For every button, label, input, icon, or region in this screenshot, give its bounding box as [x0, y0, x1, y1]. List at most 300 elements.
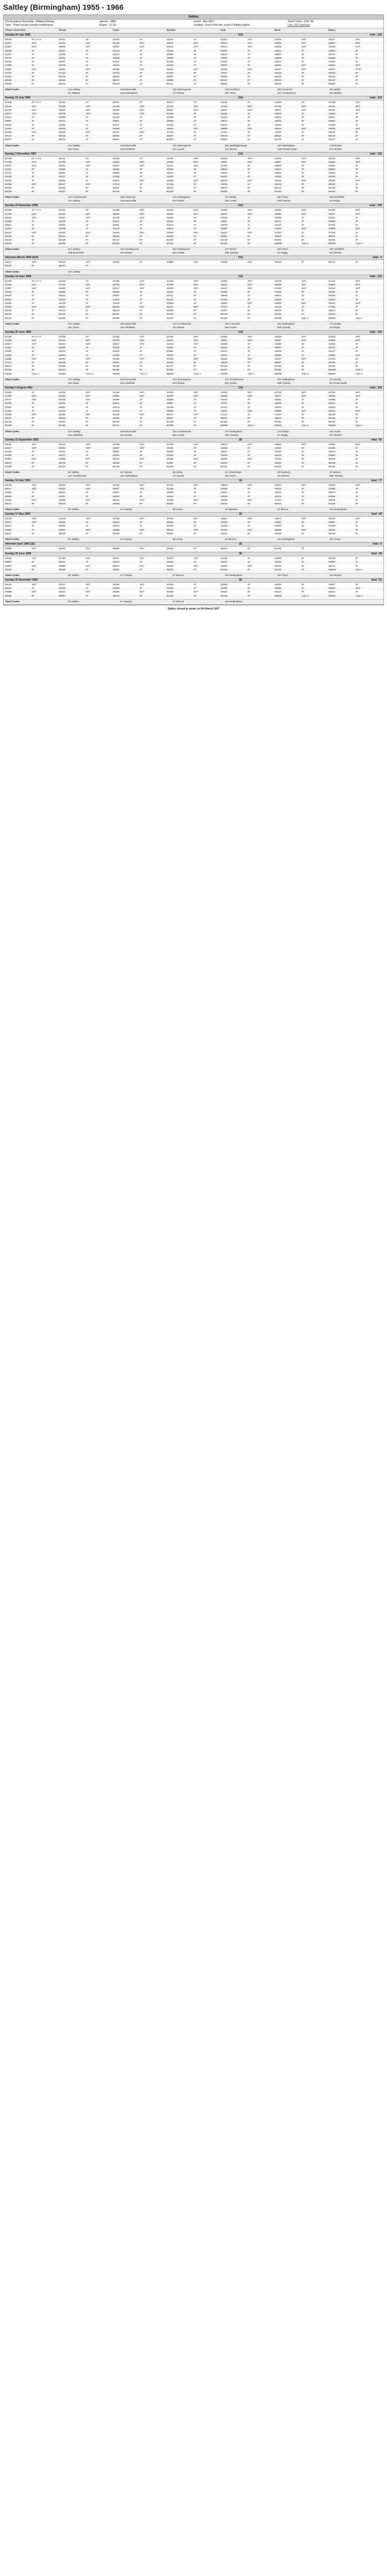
loco-class: 9F	[355, 139, 359, 142]
loco-number: 43711	[274, 220, 282, 223]
loco-number: 48105	[328, 458, 336, 461]
loco-class: 4MT	[31, 583, 37, 586]
loco-class: 4MT	[355, 518, 361, 521]
legend-item: Date	[220, 29, 226, 32]
shed-codes-row	[5, 538, 382, 541]
shed-codes-row	[5, 471, 382, 474]
loco-class: 8F	[139, 187, 143, 190]
section-code: 2E	[239, 513, 242, 516]
loco-number: 43491	[328, 291, 336, 294]
loco-row	[5, 339, 382, 343]
loco-number: 44335	[274, 176, 282, 179]
loco-number: 48419	[220, 502, 227, 505]
loco-number: 48105	[58, 362, 66, 364]
loco-class: 2P	[139, 101, 143, 105]
loco-class: 3F	[31, 362, 35, 364]
loco-class	[302, 264, 328, 268]
loco-number: 44419	[274, 454, 282, 457]
loco-number: 45447	[166, 413, 173, 416]
loco-number: 43838	[112, 172, 120, 175]
loco-row	[5, 209, 382, 212]
loco-number: 44049	[58, 124, 66, 127]
loco-number: 44137	[112, 124, 120, 127]
loco-number: 44013	[328, 492, 336, 495]
loco-class: 5MT	[139, 458, 145, 461]
loco-number: 58180	[5, 83, 12, 86]
loco-class: 4MT	[301, 46, 307, 49]
loco-number: 92137	[328, 139, 336, 142]
loco-row	[5, 420, 382, 424]
loco-number: 48367	[112, 568, 120, 571]
loco-row	[5, 53, 382, 57]
loco-number: 43838	[166, 451, 173, 453]
loco-class: 3F	[139, 402, 143, 405]
loco-class: 5MT	[355, 587, 361, 590]
loco-number: 43940	[112, 350, 120, 353]
loco-row	[5, 499, 382, 502]
loco-class: 5MT	[247, 179, 253, 182]
loco-number: 45044	[166, 529, 173, 532]
loco-row	[5, 532, 382, 536]
loco-number: 44569	[5, 529, 12, 532]
loco-class: 8F	[247, 139, 251, 142]
loco-number: 58143	[274, 79, 282, 82]
loco-class: 4F	[85, 127, 89, 130]
loco-class: 5MT	[85, 591, 91, 594]
loco-row	[5, 529, 382, 532]
loco-class: 4F	[301, 124, 305, 127]
loco-class: 4F	[301, 172, 305, 175]
loco-number: 43951	[328, 120, 336, 123]
loco-number: 42790	[58, 161, 66, 164]
loco-number: 92138	[112, 465, 120, 468]
section-total: total : 123	[370, 275, 382, 278]
shed-code: 2B Oxley	[172, 509, 183, 512]
loco-class: 5MT	[31, 46, 37, 49]
loco-class: 4F	[31, 406, 35, 409]
loco-class: 4F	[31, 298, 35, 301]
loco-number: 42763	[58, 339, 66, 342]
loco-number: 92137	[58, 191, 66, 194]
loco-number: 42900	[58, 287, 66, 290]
loco-number: 90683	[220, 139, 227, 142]
loco-number: 43951	[58, 406, 66, 409]
shed-code: 14A Cricklewood	[277, 92, 296, 95]
loco-number: 92157	[112, 425, 120, 428]
loco-class: 3F	[31, 350, 35, 353]
loco-class: 4F	[31, 454, 35, 457]
loco-number: 47635	[274, 131, 282, 134]
loco-row	[5, 49, 382, 53]
loco-class: 4P	[85, 335, 89, 338]
loco-number: 92136	[328, 532, 336, 535]
loco-number: D5082	[328, 425, 336, 428]
loco-number: 44168	[166, 124, 173, 127]
shed-code: 21B Bournville	[120, 378, 136, 381]
section-code: 21A	[238, 386, 243, 389]
loco-number: 42325	[166, 391, 173, 394]
loco-row	[5, 358, 382, 361]
loco-number: 47313	[220, 306, 227, 309]
shed-code: 2A Tyseley	[120, 574, 132, 577]
loco-class: Type 2	[355, 243, 363, 246]
loco-class: 9F	[193, 243, 197, 246]
loco-class: 3F	[193, 216, 197, 219]
section-header	[4, 33, 383, 38]
loco-number: 43436	[274, 583, 282, 586]
shed-codes-row	[5, 323, 382, 326]
loco-class: 3F	[139, 53, 143, 56]
allocation-section	[4, 552, 383, 579]
shed-code: 21D Stratford	[225, 89, 240, 92]
loco-number: 44335	[112, 354, 120, 357]
loco-class: 2F	[247, 79, 251, 82]
loco-number: 43105	[274, 287, 282, 290]
loco-class: 9F	[355, 365, 359, 368]
loco-number: 43687	[274, 53, 282, 56]
loco-row	[5, 372, 382, 376]
loco-class: 4F	[301, 224, 305, 227]
loco-class: 9F	[355, 239, 359, 242]
loco-class: 4F	[31, 61, 35, 64]
loco-number: 44569	[112, 127, 120, 130]
loco-number: 43711	[166, 295, 173, 298]
loco-number: 48336	[274, 261, 282, 264]
shed-code: 2E Saltley	[68, 509, 79, 512]
shed-codes-label	[5, 199, 68, 203]
loco-class: 3F	[247, 72, 251, 75]
loco-class: 9F	[193, 239, 197, 242]
loco-number: 44569	[166, 302, 173, 305]
loco-class: 3F	[31, 53, 35, 56]
loco-number: 48113	[58, 235, 65, 238]
loco-number: 40109	[5, 39, 12, 41]
allocation-section	[4, 256, 383, 275]
loco-class: 9F	[301, 239, 305, 242]
section-total: total : 133	[370, 33, 382, 37]
loco-class: 5MT	[301, 127, 307, 130]
loco-number: 41205	[328, 101, 336, 105]
loco-class: 9F	[193, 595, 197, 598]
loco-class: 4MT	[139, 105, 145, 108]
loco-class: 5MT	[247, 565, 253, 568]
shed-codes-box	[4, 377, 383, 386]
loco-number: 43258	[274, 343, 282, 346]
loco-class: 3F	[355, 49, 359, 53]
loco-number: 43047	[112, 488, 120, 491]
loco-class: 5MT	[31, 548, 37, 550]
loco-class: 9F	[247, 369, 251, 372]
loco-number: 44888	[274, 410, 282, 413]
loco-class: 5MT	[85, 413, 91, 416]
shed-code: 16A Nottingham	[277, 323, 295, 326]
loco-number: 48419	[220, 532, 227, 535]
loco-class: 8F	[193, 75, 197, 78]
loco-class: 5MT	[193, 565, 199, 568]
shed-codes-row	[5, 248, 382, 251]
loco-number: 43838	[328, 220, 336, 223]
loco-class: 5MT	[31, 283, 37, 286]
loco-number: 43951	[5, 298, 12, 301]
loco-number: 44419	[112, 228, 120, 231]
loco-number: 92152	[328, 365, 336, 368]
loco-class: Type 2	[301, 372, 309, 376]
loco-class: 5MT	[193, 179, 199, 182]
loco-number: 48610	[328, 310, 336, 313]
loco-class: 3F	[247, 521, 251, 524]
loco-class: 3F	[85, 347, 89, 350]
loco-class: 3F	[31, 295, 35, 298]
loco-number: 43522	[274, 116, 282, 120]
loco-number: 43321	[274, 49, 282, 53]
loco-number: 43017	[274, 395, 282, 398]
loco-number: 44203	[112, 454, 120, 457]
shed-codes-label	[5, 474, 68, 478]
shed-codes-label: Shed Codes	[5, 270, 20, 274]
loco-class: 5MT	[193, 458, 199, 461]
loco-number: 44264	[328, 61, 336, 64]
loco-class: 8F	[85, 75, 89, 78]
loco-number: 48215	[5, 75, 12, 78]
database-link[interactable]: Link : BR Database	[288, 24, 310, 27]
loco-number: 40439	[5, 335, 12, 338]
shed-code: 22A Bristol	[120, 252, 132, 255]
loco-number: 43284	[274, 447, 282, 450]
loco-class: Type 2	[31, 372, 39, 376]
loco-class: 5MT	[139, 68, 145, 71]
loco-number: 48336	[112, 462, 120, 465]
loco-number: 42763	[166, 518, 173, 521]
loco-number	[274, 264, 301, 268]
loco-number: 43034	[328, 109, 336, 112]
loco-number: 42335	[112, 105, 120, 108]
loco-class: 4F	[139, 261, 143, 264]
loco-number: 47635	[220, 183, 227, 186]
loco-number: 43034	[112, 583, 120, 586]
loco-class: 4F	[301, 61, 305, 64]
loco-class: 3F	[193, 295, 197, 298]
loco-class: 3F	[139, 492, 143, 495]
page	[3, 3, 384, 616]
loco-row	[5, 72, 382, 75]
loco-class: 5MT	[301, 358, 307, 361]
shed-code: 22A Bristol	[329, 574, 342, 577]
shed-code: 2F Bescot	[172, 574, 184, 577]
loco-number: 92157	[166, 243, 173, 246]
section-code: 21A	[238, 275, 243, 278]
shed-code: 21A Saltley	[68, 323, 81, 326]
loco-number: 48610	[58, 79, 66, 82]
loco-number: 48526	[5, 79, 12, 82]
loco-class: 4MT	[301, 335, 307, 338]
loco-number: 44335	[5, 410, 12, 413]
shed-codes-label	[5, 382, 68, 385]
loco-class: 4MT	[85, 484, 91, 487]
section-total: total : 66	[371, 513, 382, 516]
loco-class: 3F	[193, 451, 197, 453]
loco-class: 5MT	[139, 529, 145, 532]
loco-class: 4F	[31, 224, 35, 227]
loco-class: 3F	[247, 488, 251, 491]
loco-number: 42826	[274, 42, 282, 45]
loco-class: 5MT	[31, 68, 37, 71]
loco-number: 44168	[112, 176, 120, 179]
loco-number: 42335	[274, 280, 282, 283]
loco-row	[5, 487, 382, 491]
loco-number: 42325	[58, 518, 66, 521]
loco-number: 42758	[328, 209, 336, 212]
loco-class: 4F	[355, 295, 359, 298]
loco-row	[5, 454, 382, 457]
loco-number: 43187	[58, 49, 66, 53]
loco-class: 8F	[31, 462, 35, 465]
section-header	[4, 152, 383, 157]
loco-number: 48386	[220, 75, 227, 78]
shed-code: 16A Nottingham	[120, 92, 138, 95]
loco-class: 4MT	[85, 113, 91, 115]
loco-class: 4F	[193, 124, 197, 127]
loco-number: 43013	[220, 46, 227, 49]
shed-code: 16A Nottingham	[225, 430, 243, 433]
loco-number: 48610	[274, 417, 282, 420]
section-total: total : 124	[370, 330, 382, 334]
shed-code: 22A Bristol	[172, 382, 185, 385]
loco-number: 43491	[166, 168, 173, 172]
loco-number: 48113	[112, 362, 119, 364]
loco-class: 4F	[31, 127, 35, 130]
loco-number: 43034	[166, 287, 173, 290]
loco-number: 43801	[58, 172, 66, 175]
loco-number: 43047	[112, 447, 120, 450]
loco-number: 44165	[166, 61, 173, 64]
loco-number: 44335	[328, 124, 336, 127]
loco-class: 4MT	[301, 209, 307, 212]
loco-class: 8F	[193, 135, 197, 138]
shed-code: 19A Sheffield	[68, 434, 83, 437]
loco-class: 3F	[85, 72, 89, 75]
loco-class: 8F	[31, 365, 35, 368]
loco-class: Type 2	[355, 372, 363, 376]
loco-number: 44049	[5, 454, 12, 457]
loco-number: 48367	[166, 135, 173, 138]
loco-class: 4F	[85, 410, 89, 413]
shed-code: 18A Toton	[277, 196, 288, 199]
loco-number: 43186	[5, 291, 12, 294]
loco-number: 43186	[220, 343, 227, 346]
loco-number: 43491	[166, 347, 173, 350]
loco-class: 5MT	[355, 339, 361, 342]
loco-number: 48673	[112, 79, 120, 82]
loco-number: 43914	[220, 451, 227, 453]
loco-class: 3F	[31, 220, 35, 223]
loco-class: 5MT	[85, 283, 91, 286]
loco-number: 44888	[220, 127, 227, 130]
loco-number: 43914	[5, 587, 12, 590]
loco-number: 44569	[274, 587, 282, 590]
loco-class: 3F	[301, 216, 305, 219]
section-code: 2E	[239, 552, 242, 556]
loco-class: 4F	[301, 120, 305, 123]
loco-class: 5MT	[31, 591, 37, 594]
loco-number: D5080	[328, 568, 336, 571]
loco-number: 92138	[112, 191, 120, 194]
shed-code: 6A Chester	[329, 434, 342, 437]
loco-class: 2P 4-4-0	[31, 39, 41, 41]
loco-number: 44804	[112, 179, 120, 182]
loco-class: 8F	[247, 135, 251, 138]
loco-number: 41099	[274, 101, 282, 105]
loco-number: 48419	[328, 362, 336, 364]
loco-class: 8F	[193, 362, 197, 364]
shed-code: 18A Toton	[277, 574, 288, 577]
loco-class: 9F	[31, 369, 35, 372]
shed-codes-label	[5, 326, 68, 330]
loco-number: 45044	[112, 499, 120, 502]
loco-number: 45268	[220, 499, 227, 502]
section-title: Sunday 5 August 1962	[5, 386, 33, 389]
loco-class: 4F	[193, 406, 197, 409]
loco-number: 48105	[274, 72, 282, 75]
shed-code: 15B Kettering	[120, 196, 135, 199]
loco-number: 92155	[58, 243, 66, 246]
loco-row	[5, 172, 382, 175]
loco-row	[5, 168, 382, 172]
info-field: Location : East of the line, south of Saltley station	[194, 24, 250, 27]
loco-number: 43186	[166, 216, 173, 219]
loco-class: 5MT	[85, 213, 91, 216]
loco-class: 8F	[31, 79, 35, 82]
loco-number: 42900	[328, 339, 336, 342]
shed-code: 18A Toton	[225, 92, 236, 95]
loco-class: 5MT	[31, 358, 37, 361]
loco-class: 8F	[301, 310, 305, 313]
loco-number: 92135	[5, 313, 12, 316]
loco-row	[5, 291, 382, 294]
loco-class: 3F	[193, 183, 197, 186]
loco-class: 9F	[139, 369, 143, 372]
loco-number: 44263	[5, 228, 12, 231]
loco-class: 3F	[247, 49, 251, 53]
loco-class: 4F	[139, 454, 143, 457]
loco-row	[5, 524, 382, 528]
loco-class: 4MT	[355, 280, 361, 283]
shed-code: 84E Tyseley	[277, 200, 291, 203]
loco-class: 4F	[139, 61, 143, 64]
loco-number: 44137	[58, 495, 66, 498]
loco-number: 43034	[58, 488, 66, 491]
loco-class: 4F	[139, 228, 143, 231]
loco-class: 4F	[247, 587, 251, 590]
loco-row	[5, 302, 382, 306]
shed-code: 14A Cricklewood	[120, 248, 139, 251]
loco-class: 5MT	[355, 209, 361, 212]
shed-codes-row	[5, 434, 382, 437]
loco-number: 44013	[112, 561, 120, 564]
loco-class: 4MT	[85, 447, 91, 450]
loco-number: 43321	[166, 291, 173, 294]
loco-grid	[4, 208, 383, 247]
shed-code: 22A Bristol	[277, 474, 289, 478]
loco-number: 44515	[112, 410, 120, 413]
loco-number: 43914	[328, 402, 336, 405]
loco-number: 58215	[58, 139, 66, 142]
shed-code: 2F Bescot	[172, 600, 184, 603]
loco-number: 43017	[112, 557, 120, 561]
loco-number: 43017	[328, 213, 336, 216]
loco-class: 4P	[31, 391, 35, 394]
loco-number: 44263	[328, 298, 336, 301]
loco-class: 3F	[85, 521, 89, 524]
